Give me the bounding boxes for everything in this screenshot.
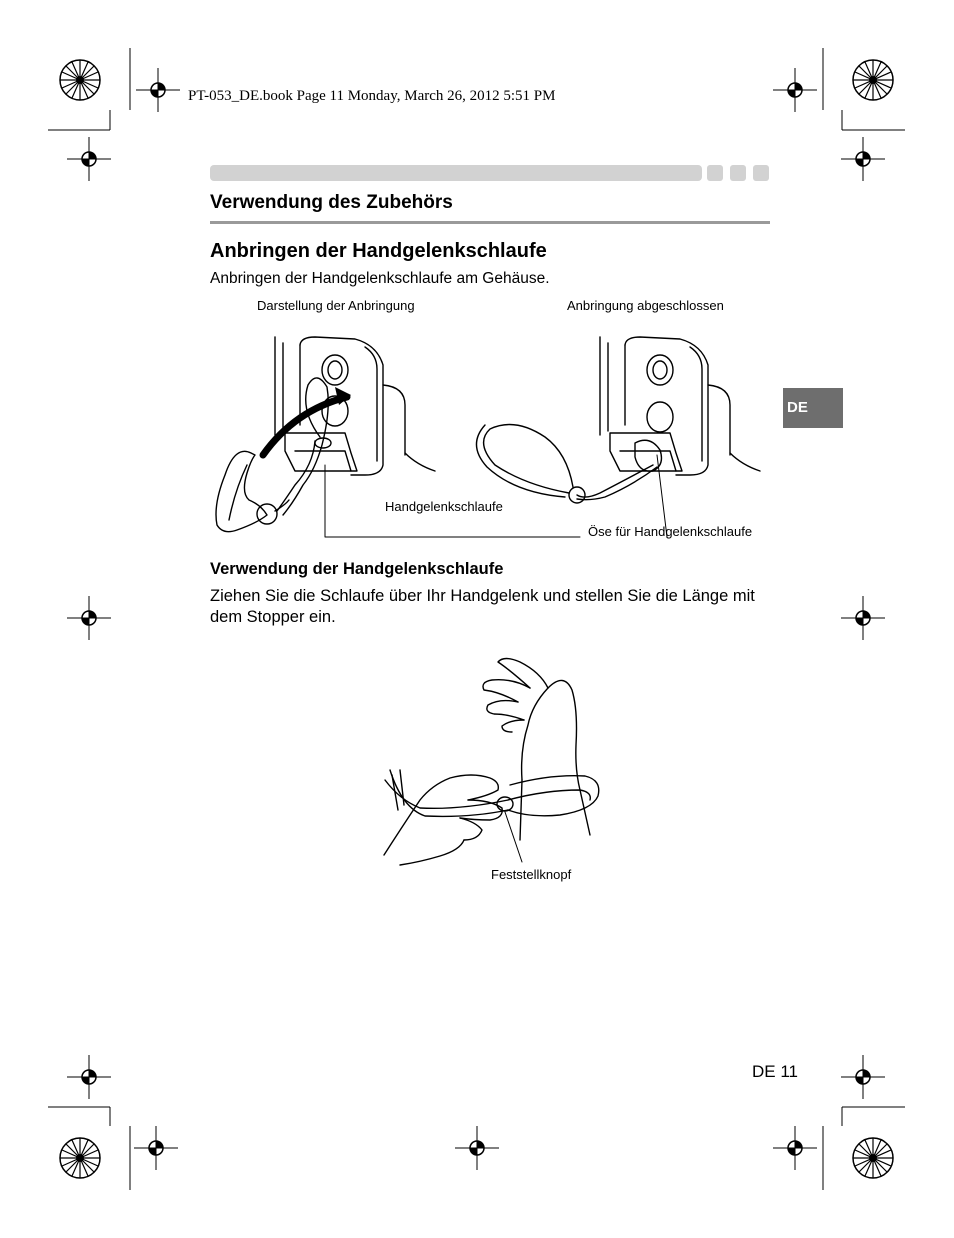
language-tab: DE — [783, 388, 843, 428]
registration-mark-6 — [841, 596, 885, 640]
starburst-mark-top-right — [851, 58, 895, 102]
page-number: DE 11 — [752, 1062, 798, 1081]
section-title: Verwendung des Zubehörs — [210, 192, 453, 213]
section-bar-square-2 — [730, 165, 746, 181]
registration-mark-5 — [67, 596, 111, 640]
stopper-label: Feststellknopf — [491, 867, 572, 882]
figure-label-attached: Anbringung abgeschlossen — [567, 298, 724, 313]
registration-mark-1 — [136, 68, 180, 112]
wrist-strap-illustration — [380, 650, 610, 870]
attach-heading: Anbringen der Handgelenkschlaufe — [210, 240, 547, 262]
starburst-mark-bottom-right — [851, 1136, 895, 1180]
section-rule — [210, 221, 770, 224]
usage-heading: Verwendung der Handgelenkschlaufe — [210, 560, 504, 578]
starburst-mark-top-left — [58, 58, 102, 102]
registration-mark-7 — [67, 1055, 111, 1099]
section-bar — [210, 165, 702, 181]
attach-intro: Anbringen der Handgelenkschlaufe am Gehäuse. — [210, 270, 550, 287]
registration-mark-11 — [773, 1126, 817, 1170]
registration-mark-4 — [841, 137, 885, 181]
section-bar-square-3 — [753, 165, 769, 181]
file-info-header: PT-053_DE.book Page 11 Monday, March 26, 2012 5:51 PM — [188, 88, 556, 104]
registration-mark-10 — [455, 1126, 499, 1170]
figure-label-attaching: Darstellung der Anbringung — [257, 298, 415, 313]
eyelet-label: Öse für Handgelenkschlaufe — [588, 524, 753, 539]
registration-mark-3 — [67, 137, 111, 181]
section-bar-square-1 — [707, 165, 723, 181]
strap-label: Handgelenkschlaufe — [385, 499, 503, 514]
registration-mark-8 — [841, 1055, 885, 1099]
registration-mark-9 — [134, 1126, 178, 1170]
starburst-mark-bottom-left — [58, 1136, 102, 1180]
usage-text: Ziehen Sie die Schlaufe über Ihr Handgelenk und stellen Sie die Länge mit dem Stopper ein. — [210, 587, 755, 626]
registration-mark-2 — [773, 68, 817, 112]
